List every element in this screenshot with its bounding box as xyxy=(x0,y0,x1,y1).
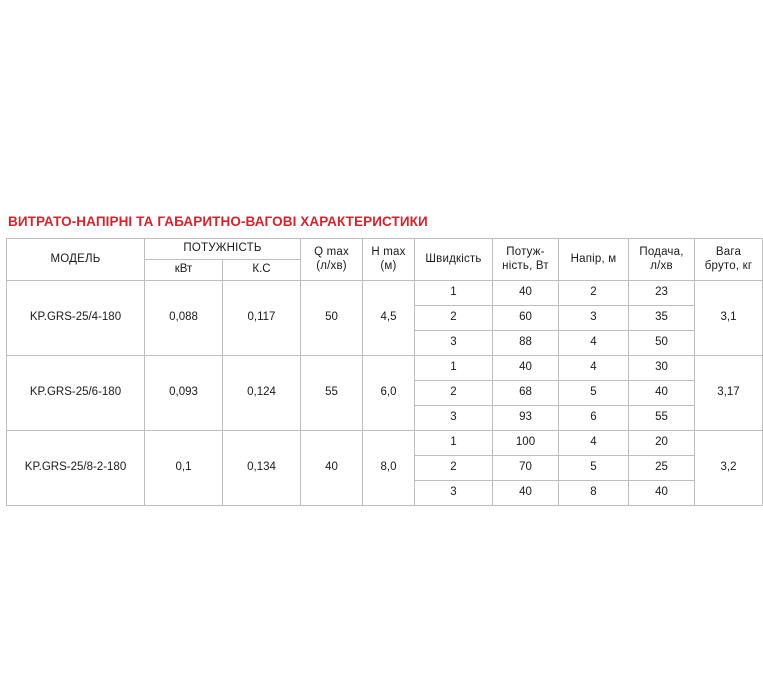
cell-power-watt: 40 xyxy=(493,481,559,506)
cell-power-hp: 0,134 xyxy=(223,431,301,506)
cell-power-watt: 93 xyxy=(493,406,559,431)
cell-flow: 50 xyxy=(629,331,695,356)
cell-speed: 3 xyxy=(415,406,493,431)
cell-power-watt: 60 xyxy=(493,306,559,331)
table-body xyxy=(7,281,763,506)
table-row xyxy=(7,431,763,456)
cell-power-watt: 40 xyxy=(493,281,559,306)
cell-qmax: 55 xyxy=(301,356,363,431)
header-power-watt-line2: ність, Вт xyxy=(502,259,549,272)
header-qmax-line2: (л/хв) xyxy=(316,259,347,272)
spec-table-container xyxy=(6,238,753,506)
cell-speed: 1 xyxy=(415,281,493,306)
cell-weight: 3,17 xyxy=(695,356,763,431)
cell-model: KP.GRS-25/4-180 xyxy=(7,281,145,356)
header-flow-line2: л/хв xyxy=(650,259,673,272)
cell-flow: 23 xyxy=(629,281,695,306)
cell-power-kw: 0,1 xyxy=(145,431,223,506)
cell-weight: 3,1 xyxy=(695,281,763,356)
cell-power-watt: 88 xyxy=(493,331,559,356)
cell-model: KP.GRS-25/6-180 xyxy=(7,356,145,431)
table-row xyxy=(7,356,763,381)
cell-hmax: 6,0 xyxy=(363,356,415,431)
cell-head: 3 xyxy=(559,306,629,331)
header-weight-line2: бруто, кг xyxy=(704,259,753,272)
cell-speed: 1 xyxy=(415,431,493,456)
cell-speed: 2 xyxy=(415,381,493,406)
cell-qmax: 50 xyxy=(301,281,363,356)
header-power-watt xyxy=(493,239,559,281)
header-power-group: ПОТУЖНІСТЬ xyxy=(145,239,301,260)
header-hmax-line2: (м) xyxy=(380,259,397,272)
header-model: МОДЕЛЬ xyxy=(7,239,145,281)
cell-flow: 40 xyxy=(629,481,695,506)
cell-hmax: 8,0 xyxy=(363,431,415,506)
table-head xyxy=(7,239,763,281)
cell-power-watt: 68 xyxy=(493,381,559,406)
header-weight xyxy=(695,239,763,281)
header-qmax-line1: Q max xyxy=(314,245,349,258)
cell-weight: 3,2 xyxy=(695,431,763,506)
header-power-hp: К.С xyxy=(223,260,301,281)
cell-head: 4 xyxy=(559,356,629,381)
cell-power-watt: 70 xyxy=(493,456,559,481)
header-flow xyxy=(629,239,695,281)
cell-head: 6 xyxy=(559,406,629,431)
cell-head: 2 xyxy=(559,281,629,306)
cell-head: 8 xyxy=(559,481,629,506)
header-power-watt-line1: Потуж- xyxy=(506,245,545,258)
table-row xyxy=(7,281,763,306)
cell-power-hp: 0,124 xyxy=(223,356,301,431)
cell-speed: 2 xyxy=(415,306,493,331)
header-row-1 xyxy=(7,239,763,260)
cell-power-hp: 0,117 xyxy=(223,281,301,356)
header-power-kw: кВт xyxy=(145,260,223,281)
cell-power-kw: 0,088 xyxy=(145,281,223,356)
cell-head: 5 xyxy=(559,381,629,406)
cell-power-watt: 100 xyxy=(493,431,559,456)
cell-head: 4 xyxy=(559,431,629,456)
cell-speed: 3 xyxy=(415,481,493,506)
cell-flow: 55 xyxy=(629,406,695,431)
cell-power-watt: 40 xyxy=(493,356,559,381)
cell-flow: 30 xyxy=(629,356,695,381)
header-head: Напір, м xyxy=(559,239,629,281)
header-hmax xyxy=(363,239,415,281)
cell-power-kw: 0,093 xyxy=(145,356,223,431)
cell-model: KP.GRS-25/8-2-180 xyxy=(7,431,145,506)
cell-flow: 40 xyxy=(629,381,695,406)
header-qmax xyxy=(301,239,363,281)
header-speed: Швидкість xyxy=(415,239,493,281)
cell-hmax: 4,5 xyxy=(363,281,415,356)
cell-qmax: 40 xyxy=(301,431,363,506)
cell-flow: 25 xyxy=(629,456,695,481)
header-hmax-line1: H max xyxy=(371,245,406,258)
cell-flow: 35 xyxy=(629,306,695,331)
header-weight-line1: Вага xyxy=(715,245,742,258)
cell-speed: 2 xyxy=(415,456,493,481)
cell-speed: 3 xyxy=(415,331,493,356)
cell-head: 4 xyxy=(559,331,629,356)
spec-table xyxy=(6,238,763,506)
header-flow-line1: Подача, xyxy=(639,245,684,258)
cell-flow: 20 xyxy=(629,431,695,456)
cell-speed: 1 xyxy=(415,356,493,381)
page-title: ВИТРАТО-НАПІРНІ ТА ГАБАРИТНО-ВАГОВІ ХАРАКТЕРИСТИКИ xyxy=(8,214,428,229)
cell-head: 5 xyxy=(559,456,629,481)
